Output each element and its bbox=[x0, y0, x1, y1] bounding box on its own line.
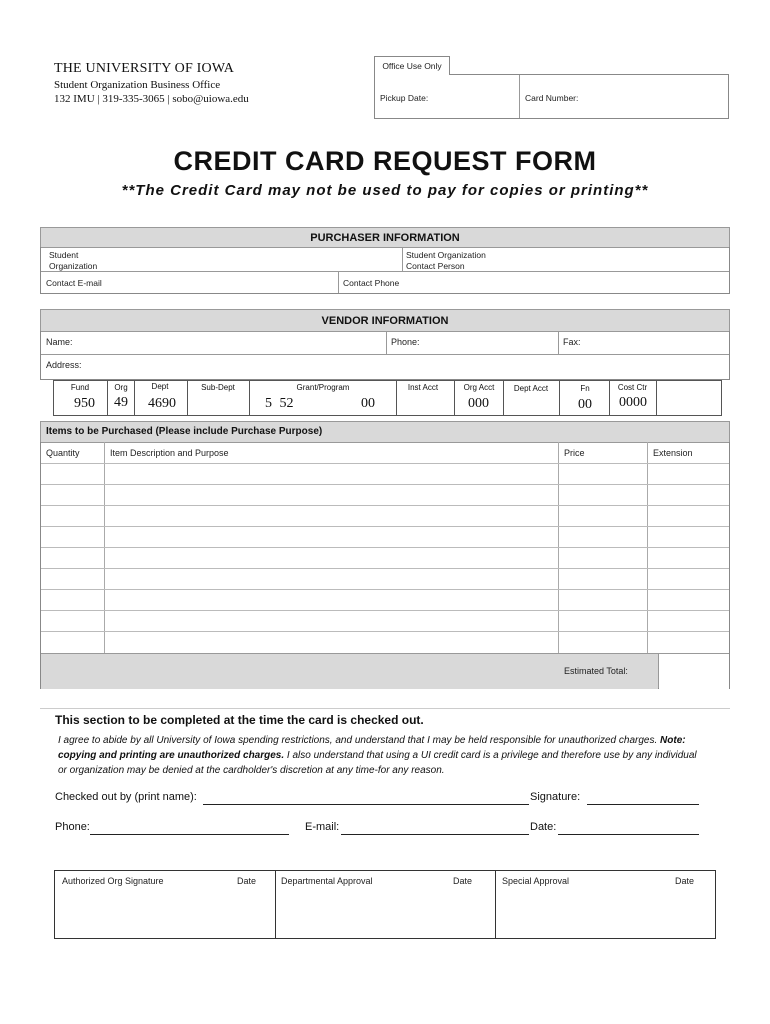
phone-field[interactable] bbox=[90, 834, 289, 835]
account-string bbox=[53, 380, 722, 416]
signature-field[interactable] bbox=[587, 804, 699, 805]
org-value: 49 bbox=[114, 395, 128, 410]
fn-value: 00 bbox=[578, 397, 592, 412]
approvals-table bbox=[54, 870, 716, 939]
pickup-date-label: Pickup Date: bbox=[380, 93, 429, 103]
col-description: Item Description and Purpose bbox=[110, 448, 229, 458]
office-use-label: Office Use Only bbox=[382, 61, 442, 71]
purchaser-heading: PURCHASER INFORMATION bbox=[40, 227, 730, 248]
subdept-label: Sub-Dept bbox=[201, 383, 235, 392]
phone-label: Phone: bbox=[55, 821, 90, 833]
office-use-box bbox=[374, 74, 729, 119]
page-title: CREDIT CARD REQUEST FORM bbox=[173, 146, 597, 176]
email-label: E-mail: bbox=[305, 821, 340, 833]
university-name: THE UNIVERSITY OF IOWA bbox=[54, 61, 235, 76]
col-price: Price bbox=[564, 448, 585, 458]
vendor-table bbox=[40, 331, 730, 380]
col-extension: Extension bbox=[653, 448, 693, 458]
auth-sig-date-label: Date bbox=[237, 876, 257, 886]
items-table bbox=[40, 442, 730, 689]
grant-label: Grant/Program bbox=[296, 383, 350, 392]
dept-approval-date-label: Date bbox=[453, 876, 473, 886]
fund-label: Fund bbox=[70, 383, 90, 392]
estimated-total-value[interactable] bbox=[659, 653, 729, 689]
vendor-address-label: Address: bbox=[46, 360, 82, 370]
cost-ctr-label: Cost Ctr bbox=[617, 383, 648, 392]
items-heading-bar bbox=[40, 421, 730, 443]
grant-value-a: 5 52 bbox=[265, 396, 294, 411]
checked-out-by-label: Checked out by (print name): bbox=[55, 791, 197, 803]
vendor-fax-label: Fax: bbox=[563, 337, 581, 347]
cost-ctr-value: 0000 bbox=[619, 395, 647, 410]
contact-phone-label: Contact Phone bbox=[343, 278, 400, 288]
org-acct-value: 000 bbox=[468, 396, 489, 411]
dept-approval-label: Departmental Approval bbox=[281, 876, 373, 886]
fn-label: Fn bbox=[580, 384, 590, 393]
org-label: Org bbox=[114, 383, 128, 392]
grant-value-b: 00 bbox=[361, 396, 375, 411]
contact-email-label: Contact E-mail bbox=[46, 278, 102, 288]
office-name: Student Organization Business Office bbox=[54, 79, 221, 91]
vendor-heading: VENDOR INFORMATION bbox=[40, 309, 730, 332]
auth-sig-label: Authorized Org Signature bbox=[62, 876, 164, 886]
dept-label: Dept bbox=[151, 382, 169, 391]
org-acct-label: Org Acct bbox=[463, 383, 495, 392]
checked-out-by-field[interactable] bbox=[203, 804, 529, 805]
dept-acct-label: Dept Acct bbox=[513, 384, 549, 393]
vendor-name-label: Name: bbox=[46, 337, 73, 347]
date-label: Date: bbox=[530, 821, 557, 833]
student-org-label: Student Organization bbox=[49, 250, 98, 271]
date-field[interactable] bbox=[558, 834, 699, 835]
card-number-label: Card Number: bbox=[525, 93, 579, 103]
items-heading: Items to be Purchased (Please include Purchase Purpose) bbox=[46, 426, 323, 437]
dept-value: 4690 bbox=[148, 396, 176, 411]
checkout-heading: This section to be completed at the time the card is checked out. bbox=[55, 713, 424, 727]
purchaser-table bbox=[40, 247, 730, 294]
email-field[interactable] bbox=[341, 834, 529, 835]
note-bold: Note: copying and printing are unauthorized charges. bbox=[58, 735, 686, 761]
total-row bbox=[41, 653, 658, 689]
special-approval-label: Special Approval bbox=[502, 876, 570, 886]
vendor-phone-label: Phone: bbox=[391, 337, 420, 347]
inst-acct-label: Inst Acct bbox=[407, 383, 439, 392]
checkout-agreement: I agree to abide by all University of Iowa spending restrictions, and understand that I may be held responsible for unauthorized charges. Note: copying and printing are unauthorized charges. I also understand that using a UI credit card is a privilege and therefore use by any individual or organization may be denied at the cardholder's discretion at any time-for any reason. bbox=[58, 735, 697, 776]
signature-label: Signature: bbox=[530, 791, 581, 803]
office-contact: 132 IMU | 319-335-3065 | sobo@uiowa.edu bbox=[54, 93, 249, 105]
estimated-total-label: Estimated Total: bbox=[564, 666, 628, 676]
fund-value: 950 bbox=[74, 396, 95, 411]
office-use-tab bbox=[374, 56, 450, 75]
page-subtitle: **The Credit Card may not be used to pay for copies or printing** bbox=[121, 182, 649, 199]
special-approval-date-label: Date bbox=[675, 876, 695, 886]
col-quantity: Quantity bbox=[46, 448, 80, 458]
contact-person-label: Student Organization Contact Person bbox=[406, 250, 486, 271]
